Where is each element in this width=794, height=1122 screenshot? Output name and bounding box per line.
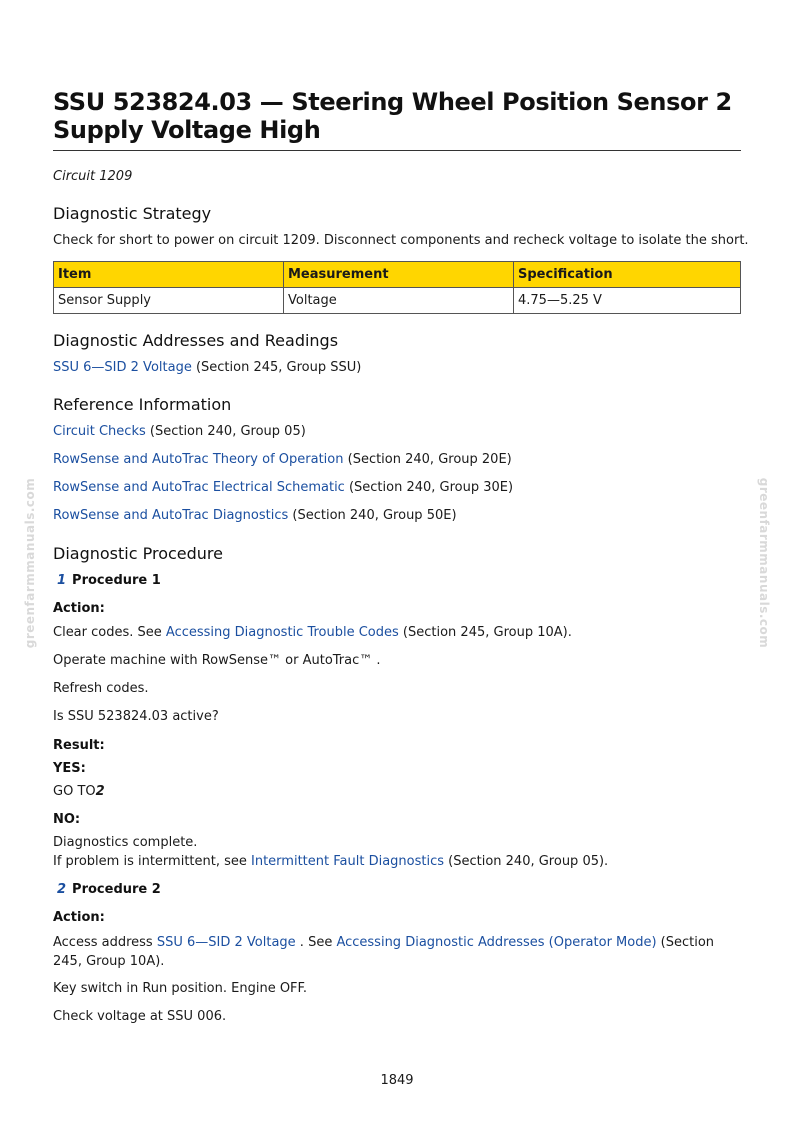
watermark-right: greenfarmmanuals.com: [757, 477, 771, 649]
address-item: [53, 360, 361, 375]
reference-item: [53, 508, 457, 523]
table-header-measurement: Measurement: [284, 262, 514, 288]
page-number: 1849: [380, 1073, 414, 1088]
page-title: SSU 523824.03 — Steering Wheel Position Sensor 2 Supply Voltage High: [53, 88, 732, 144]
link-electrical-schematic[interactable]: RowSense and AutoTrac Electrical Schematic: [53, 480, 345, 495]
table-header-item: Item: [54, 262, 284, 288]
table-cell-specification: 4.75—5.25 V: [514, 288, 741, 314]
reference-location: (Section 240, Group 05): [145, 424, 306, 439]
reference-item: [53, 424, 306, 439]
reference-item: [53, 452, 512, 467]
procedure-2-action-label: Action:: [53, 910, 105, 925]
link-intermittent-fault[interactable]: Intermittent Fault Diagnostics: [251, 854, 445, 869]
table-cell-item: Sensor Supply: [54, 288, 284, 314]
link-circuit-checks[interactable]: Circuit Checks: [53, 424, 146, 439]
table-header-row: [54, 262, 741, 288]
reference-location: (Section 240, Group 30E): [344, 480, 514, 495]
link-accessing-addresses[interactable]: Accessing Diagnostic Addresses (Operator Mode): [336, 935, 657, 950]
procedure-2-action-1: Access address SSU 6—SID 2 Voltage . See Accessing Diagnostic Addresses (Operator Mode) (Section 245, Group 10A).: [53, 935, 715, 969]
circuit-label: Circuit 1209: [53, 169, 133, 184]
reference-item: [53, 480, 513, 495]
procedure-1-action-1: Clear codes. See Accessing Diagnostic Trouble Codes (Section 245, Group 10A).: [53, 625, 572, 640]
procedure-1-action-label: Action:: [53, 601, 105, 616]
procedure-2-number: 2: [57, 882, 67, 897]
procedure-1-result-label: Result:: [53, 738, 105, 753]
procedure-1-no-text-2: If problem is intermittent, see Intermittent Fault Diagnostics (Section 240, Group 05).: [53, 854, 609, 869]
link-theory-of-operation[interactable]: RowSense and AutoTrac Theory of Operation: [53, 452, 344, 467]
table-header-specification: Specification: [514, 262, 741, 288]
procedure-1-action-2: Operate machine with RowSense™ or AutoTrac™ .: [53, 653, 381, 668]
procedure-1-no-label: NO:: [53, 812, 81, 827]
procedure-1-title: 1 Procedure 1: [57, 573, 161, 588]
procedure-1-yes-label: YES:: [53, 761, 86, 776]
procedure-1-number: 1: [57, 573, 67, 588]
procedure-1-yes-text: GO TO2: [53, 784, 105, 799]
specification-table: [53, 261, 741, 314]
procedure-1-no-text-1: Diagnostics complete.: [53, 835, 198, 850]
link-accessing-trouble-codes[interactable]: Accessing Diagnostic Trouble Codes: [165, 625, 399, 640]
table-row: [54, 288, 741, 314]
link-diagnostics[interactable]: RowSense and AutoTrac Diagnostics: [53, 508, 289, 523]
strategy-text: Check for short to power on circuit 1209. Disconnect components and recheck voltage to isolate the short.: [53, 233, 749, 248]
procedure-2-action-3: Check voltage at SSU 006.: [53, 1009, 227, 1024]
title-divider: [53, 150, 741, 151]
procedure-2-title: 2 Procedure 2: [57, 882, 161, 897]
procedure-1-action-3: Refresh codes.: [53, 681, 149, 696]
procedure-1-action-4: Is SSU 523824.03 active?: [53, 709, 219, 724]
reference-location: (Section 240, Group 50E): [288, 508, 457, 523]
procedure-2-action-2: Key switch in Run position. Engine OFF.: [53, 981, 308, 996]
addresses-heading: Diagnostic Addresses and Readings: [53, 331, 339, 350]
address-link-ssu6-sid2[interactable]: SSU 6—SID 2 Voltage: [53, 360, 192, 375]
procedure-heading: Diagnostic Procedure: [53, 544, 223, 563]
watermark-left: greenfarmmanuals.com: [23, 477, 37, 649]
reference-location: (Section 240, Group 20E): [343, 452, 512, 467]
goto-step-2[interactable]: 2: [95, 784, 105, 799]
strategy-heading: Diagnostic Strategy: [53, 204, 212, 223]
link-ssu6-sid2-voltage[interactable]: SSU 6—SID 2 Voltage: [156, 935, 296, 950]
reference-heading: Reference Information: [53, 395, 232, 414]
address-location: (Section 245, Group SSU): [191, 360, 362, 375]
table-cell-measurement: Voltage: [284, 288, 514, 314]
